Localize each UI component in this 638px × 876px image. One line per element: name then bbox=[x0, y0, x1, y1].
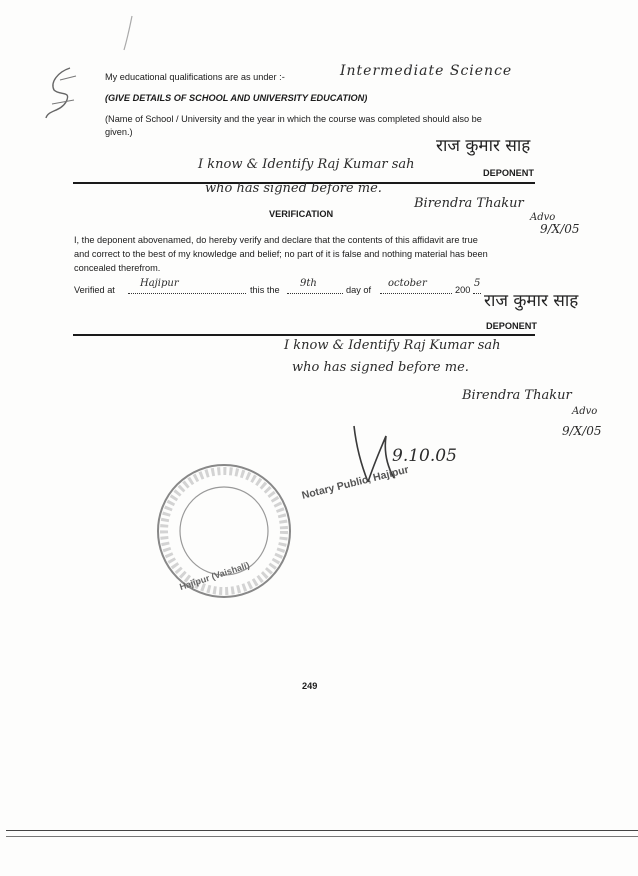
this-the-value: 9th bbox=[300, 278, 317, 289]
verified-at-blank bbox=[128, 293, 246, 294]
notary-stamp: Notary Public, Hajipur bbox=[300, 463, 410, 502]
notary-seal bbox=[155, 462, 293, 600]
verification-text-line2: and correct to the best of my knowledge and belief; no part of it is false and nothing material has been bbox=[74, 249, 488, 259]
year-blank bbox=[473, 293, 481, 294]
identification-2-line1: I know & Identify Raj Kumar sah bbox=[284, 338, 501, 353]
verification-text-line1: I, the deponent abovenamed, do hereby verify and declare that the contents of this affidavit are true bbox=[74, 235, 478, 245]
identification-2-advocate-title: Advo bbox=[572, 406, 598, 417]
identification-2-date: 9/X/05 bbox=[562, 424, 602, 438]
footer-line-1 bbox=[6, 830, 638, 831]
year-label: 200 bbox=[455, 285, 471, 295]
notary-signature-date: 9.10.05 bbox=[392, 446, 457, 466]
name-of-school-note-line2: given.) bbox=[105, 127, 133, 137]
page-number: 249 bbox=[302, 681, 318, 691]
identification-1-date: 9/X/05 bbox=[540, 222, 580, 236]
day-of-value: october bbox=[388, 278, 427, 289]
footer-line-2 bbox=[6, 836, 638, 837]
verified-at-label: Verified at bbox=[74, 285, 115, 295]
identification-1-line2: who has signed before me. bbox=[205, 181, 382, 196]
deponent-signature-2: राज कुमार साह bbox=[484, 291, 579, 311]
qualifications-value: Intermediate Science bbox=[340, 63, 513, 79]
separator-line-2 bbox=[73, 334, 535, 336]
verified-at-value: Hajipur bbox=[140, 278, 179, 289]
this-the-blank bbox=[287, 293, 343, 294]
verification-heading: VERIFICATION bbox=[269, 209, 334, 219]
name-of-school-note-line1: (Name of School / University and the year in which the course was completed should also be bbox=[105, 114, 482, 124]
identification-1-advocate-title: Advo bbox=[530, 212, 556, 223]
deponent-label-1: DEPONENT bbox=[483, 168, 535, 178]
notary-seal-ring-text: Hajipur (Vaishali) bbox=[178, 559, 251, 593]
this-the-label: this the bbox=[250, 285, 280, 295]
give-details-note: (GIVE DETAILS OF SCHOOL AND UNIVERSITY EDUCATION) bbox=[105, 93, 368, 103]
identification-2-line2: who has signed before me. bbox=[292, 360, 469, 375]
margin-scribble bbox=[40, 60, 90, 130]
year-value: 5 bbox=[474, 278, 481, 289]
deponent-label-2: DEPONENT bbox=[486, 321, 538, 331]
identification-1-advocate-name: Birendra Thakur bbox=[414, 196, 524, 211]
deponent-signature-1: राज कुमार साह bbox=[436, 136, 531, 156]
day-of-blank bbox=[380, 293, 452, 294]
identification-1-line1: I know & Identify Raj Kumar sah bbox=[198, 157, 415, 172]
identification-2-advocate-name: Birendra Thakur bbox=[462, 388, 572, 403]
margin-mark bbox=[118, 14, 138, 54]
qualifications-label: My educational qualifications are as under :- bbox=[105, 72, 285, 82]
day-of-label: day of bbox=[346, 285, 372, 295]
verification-text-line3: concealed therefrom. bbox=[74, 263, 161, 273]
